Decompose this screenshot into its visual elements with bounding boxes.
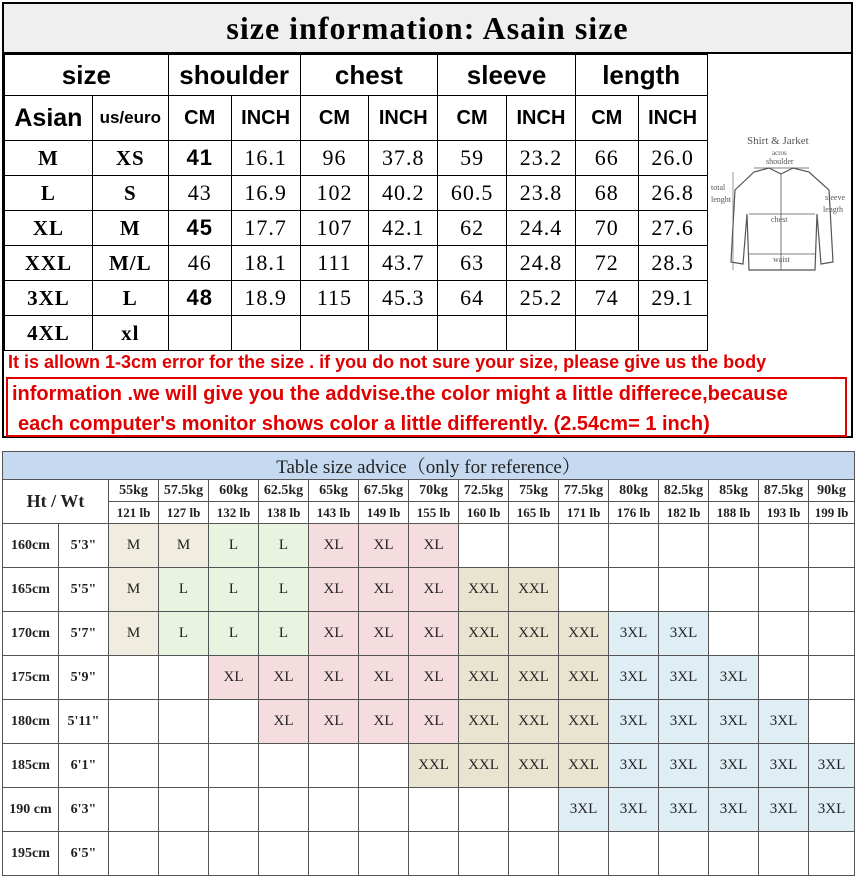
size-cell: 62 — [438, 211, 507, 246]
weight-lb: 149 lb — [359, 502, 409, 524]
size-advice-cell: L — [159, 612, 209, 656]
weight-lb: 165 lb — [509, 502, 559, 524]
size-advice-cell: XXL — [459, 656, 509, 700]
size-advice-cell — [159, 700, 209, 744]
size-advice-cell — [809, 700, 855, 744]
size-advice-cell — [609, 524, 659, 568]
size-cell: 96 — [300, 141, 369, 176]
size-advice-cell: XL — [409, 700, 459, 744]
weight-lb: 127 lb — [159, 502, 209, 524]
unit-header: INCH — [507, 96, 576, 141]
size-advice-cell — [509, 832, 559, 876]
size-advice-cell: XL — [309, 656, 359, 700]
height-cm: 180cm — [3, 700, 59, 744]
size-cell — [300, 316, 369, 351]
height-row — [3, 788, 855, 832]
size-advice-cell — [759, 524, 809, 568]
size-advice-cell — [759, 568, 809, 612]
header-chest: chest — [300, 55, 438, 96]
size-advice-cell — [109, 788, 159, 832]
header-length: length — [575, 55, 707, 96]
diagram-title: Shirt & Jarket — [747, 135, 809, 147]
size-cell: 26.0 — [638, 141, 707, 176]
size-advice-cell — [459, 524, 509, 568]
unit-header: CM — [300, 96, 369, 141]
size-advice-cell: XXL — [509, 744, 559, 788]
page-title: size information: Asain size — [4, 4, 851, 54]
size-cell: 64 — [438, 281, 507, 316]
diagram-label-total: total — [711, 183, 726, 192]
unit-header: CM — [168, 96, 231, 141]
unit-header: CM — [438, 96, 507, 141]
height-row — [3, 568, 855, 612]
size-advice-cell: 3XL — [659, 656, 709, 700]
weight-kg: 55kg — [109, 480, 159, 502]
size-advice-cell: 3XL — [759, 744, 809, 788]
header-size: size — [5, 55, 169, 96]
height-ft: 6'1" — [59, 744, 109, 788]
height-row — [3, 744, 855, 788]
size-advice-cell — [109, 744, 159, 788]
size-advice-cell: XL — [259, 656, 309, 700]
size-advice-cell: XL — [359, 700, 409, 744]
weight-kg: 82.5kg — [659, 480, 709, 502]
size-cell: M/L — [92, 246, 168, 281]
unit-header: INCH — [231, 96, 300, 141]
weight-lb-row — [3, 502, 855, 524]
height-ft: 5'9" — [59, 656, 109, 700]
size-advice-cell — [259, 788, 309, 832]
size-advice-cell — [159, 788, 209, 832]
size-advice-cell — [609, 568, 659, 612]
size-cell: 41 — [168, 141, 231, 176]
size-cell: 23.2 — [507, 141, 576, 176]
height-ft: 5'7" — [59, 612, 109, 656]
size-advice-cell: M — [109, 568, 159, 612]
size-advice-cell: XXL — [559, 700, 609, 744]
size-advice-cell: 3XL — [709, 788, 759, 832]
weight-kg: 70kg — [409, 480, 459, 502]
weight-lb: 193 lb — [759, 502, 809, 524]
weight-lb: 121 lb — [109, 502, 159, 524]
size-advice-cell: XXL — [409, 744, 459, 788]
size-advice-cell: XXL — [459, 744, 509, 788]
height-ft: 5'11" — [59, 700, 109, 744]
size-cell: 17.7 — [231, 211, 300, 246]
size-advice-cell — [559, 832, 609, 876]
size-cell: 24.4 — [507, 211, 576, 246]
height-cm: 170cm — [3, 612, 59, 656]
size-advice-cell: L — [259, 612, 309, 656]
size-cell — [638, 316, 707, 351]
size-advice-cell: XL — [409, 612, 459, 656]
size-cell: L — [92, 281, 168, 316]
size-advice-cell — [359, 832, 409, 876]
height-row — [3, 524, 855, 568]
size-cell: 26.8 — [638, 176, 707, 211]
diagram-label-acros: acros — [772, 149, 787, 157]
unit-header: us/euro — [92, 96, 168, 141]
size-advice-cell: XL — [309, 700, 359, 744]
weight-kg: 72.5kg — [459, 480, 509, 502]
weight-lb: 132 lb — [209, 502, 259, 524]
size-advice-cell — [709, 832, 759, 876]
size-cell: 60.5 — [438, 176, 507, 211]
weight-kg: 80kg — [609, 480, 659, 502]
size-advice-cell: XXL — [509, 568, 559, 612]
note-box — [6, 377, 847, 437]
size-advice-cell — [709, 612, 759, 656]
shirt-diagram — [709, 132, 851, 282]
size-cell — [369, 316, 438, 351]
size-advice-cell: L — [209, 612, 259, 656]
size-advice-cell: XL — [209, 656, 259, 700]
size-cell: 59 — [438, 141, 507, 176]
size-cell: 16.1 — [231, 141, 300, 176]
size-advice-cell — [809, 568, 855, 612]
size-advice-cell: XL — [309, 568, 359, 612]
size-advice-cell: XXL — [559, 656, 609, 700]
size-advice-cell — [659, 832, 709, 876]
size-advice-cell — [759, 612, 809, 656]
size-cell: XS — [92, 141, 168, 176]
size-cell: 27.6 — [638, 211, 707, 246]
weight-lb: 182 lb — [659, 502, 709, 524]
size-cell: M — [5, 141, 93, 176]
weight-kg: 67.5kg — [359, 480, 409, 502]
size-cell: 63 — [438, 246, 507, 281]
size-advice-cell — [759, 832, 809, 876]
size-cell: 115 — [300, 281, 369, 316]
size-cell: 45 — [168, 211, 231, 246]
size-advice-cell: M — [159, 524, 209, 568]
size-cell: L — [5, 176, 93, 211]
size-advice-cell: XXL — [459, 568, 509, 612]
weight-kg: 85kg — [709, 480, 759, 502]
size-advice-cell: L — [259, 524, 309, 568]
size-row — [5, 316, 852, 351]
size-advice-cell — [659, 524, 709, 568]
diagram-label-sleeve: sleeve — [825, 193, 845, 202]
size-advice-cell: 3XL — [609, 612, 659, 656]
weight-lb: 171 lb — [559, 502, 609, 524]
size-cell — [231, 316, 300, 351]
size-advice-cell: XXL — [559, 612, 609, 656]
size-cell: 42.1 — [369, 211, 438, 246]
size-advice-cell — [359, 744, 409, 788]
size-advice-cell: L — [159, 568, 209, 612]
size-advice-cell — [309, 744, 359, 788]
height-row — [3, 700, 855, 744]
diagram-label-length: length — [823, 205, 843, 214]
size-advice-cell — [709, 524, 759, 568]
size-cell: 3XL — [5, 281, 93, 316]
size-advice-cell: M — [109, 524, 159, 568]
size-advice-cell — [459, 788, 509, 832]
size-cell: 4XL — [5, 316, 93, 351]
size-advice-cell: XXL — [559, 744, 609, 788]
size-cell: 66 — [575, 141, 638, 176]
size-cell: 107 — [300, 211, 369, 246]
size-cell: 72 — [575, 246, 638, 281]
size-advice-cell — [509, 788, 559, 832]
size-advice-cell — [309, 788, 359, 832]
weight-kg: 87.5kg — [759, 480, 809, 502]
size-advice-cell: 3XL — [759, 788, 809, 832]
size-cell: S — [92, 176, 168, 211]
size-advice-cell — [159, 656, 209, 700]
size-advice-cell: M — [109, 612, 159, 656]
size-advice-cell: XL — [409, 656, 459, 700]
unit-header: INCH — [369, 96, 438, 141]
weight-lb: 188 lb — [709, 502, 759, 524]
size-advice-cell: 3XL — [609, 744, 659, 788]
size-cell: 48 — [168, 281, 231, 316]
size-cell: XXL — [5, 246, 93, 281]
height-cm: 160cm — [3, 524, 59, 568]
weight-kg: 75kg — [509, 480, 559, 502]
size-advice-cell: XXL — [509, 656, 559, 700]
height-row — [3, 612, 855, 656]
size-advice-cell: L — [209, 524, 259, 568]
size-advice-cell: XL — [309, 524, 359, 568]
weight-kg: 65kg — [309, 480, 359, 502]
size-advice-cell — [209, 744, 259, 788]
size-advice-cell: XL — [359, 568, 409, 612]
size-advice-cell — [259, 744, 309, 788]
size-cell: 43.7 — [369, 246, 438, 281]
size-cell: 18.1 — [231, 246, 300, 281]
size-cell: 102 — [300, 176, 369, 211]
size-advice-cell — [809, 832, 855, 876]
size-cell: 16.9 — [231, 176, 300, 211]
size-advice-cell — [109, 832, 159, 876]
size-advice-cell: 3XL — [659, 700, 709, 744]
diagram-label-waist: waist — [773, 255, 790, 264]
size-advice-cell: XXL — [509, 612, 559, 656]
diagram-label-lenght: lenght — [711, 195, 731, 204]
size-advice-cell: XL — [359, 656, 409, 700]
size-advice-cell — [159, 832, 209, 876]
height-ft: 5'3" — [59, 524, 109, 568]
unit-header: CM — [575, 96, 638, 141]
size-advice-cell: L — [259, 568, 309, 612]
size-advice-cell: 3XL — [609, 788, 659, 832]
size-information-panel — [2, 2, 853, 438]
size-advice-cell — [659, 568, 709, 612]
header-shoulder: shoulder — [168, 55, 300, 96]
diagram-label-chest: chest — [771, 215, 788, 224]
weight-lb: 199 lb — [809, 502, 855, 524]
height-cm: 195cm — [3, 832, 59, 876]
size-advice-cell — [559, 524, 609, 568]
size-advice-cell — [409, 832, 459, 876]
header-sleeve: sleeve — [438, 55, 576, 96]
size-advice-cell: 3XL — [609, 700, 659, 744]
weight-lb: 155 lb — [409, 502, 459, 524]
size-advice-cell — [159, 744, 209, 788]
size-advice-cell — [459, 832, 509, 876]
size-cell — [168, 316, 231, 351]
size-cell — [438, 316, 507, 351]
size-advice-cell — [209, 700, 259, 744]
ht-wt-corner: Ht / Wt — [3, 480, 109, 524]
size-advice-table — [2, 451, 855, 876]
size-advice-cell: L — [209, 568, 259, 612]
size-cell: 70 — [575, 211, 638, 246]
size-advice-cell: 3XL — [709, 656, 759, 700]
size-advice-cell — [359, 788, 409, 832]
advice-title: Table size advice（only for reference） — [3, 452, 855, 480]
size-advice-cell: XXL — [459, 612, 509, 656]
group-header-row — [5, 55, 852, 96]
size-advice-cell — [759, 656, 809, 700]
size-advice-cell: 3XL — [709, 700, 759, 744]
size-advice-cell — [559, 568, 609, 612]
size-advice-cell — [259, 832, 309, 876]
size-advice-cell — [609, 832, 659, 876]
size-cell: 24.8 — [507, 246, 576, 281]
size-advice-cell: 3XL — [659, 612, 709, 656]
size-advice-cell — [809, 612, 855, 656]
size-advice-cell — [809, 524, 855, 568]
size-advice-cell: XXL — [509, 700, 559, 744]
size-cell: 25.2 — [507, 281, 576, 316]
weight-kg: 62.5kg — [259, 480, 309, 502]
size-cell: 40.2 — [369, 176, 438, 211]
size-advice-cell: XL — [309, 612, 359, 656]
size-advice-cell — [809, 656, 855, 700]
size-cell: 45.3 — [369, 281, 438, 316]
weight-kg: 90kg — [809, 480, 855, 502]
height-cm: 185cm — [3, 744, 59, 788]
unit-header: INCH — [638, 96, 707, 141]
weight-kg-row — [3, 480, 855, 502]
size-advice-cell — [309, 832, 359, 876]
height-ft: 5'5" — [59, 568, 109, 612]
size-cell: 68 — [575, 176, 638, 211]
size-cell: 18.9 — [231, 281, 300, 316]
diagram-label-shoulder: shoulder — [766, 157, 794, 166]
weight-lb: 138 lb — [259, 502, 309, 524]
height-ft: 6'3" — [59, 788, 109, 832]
note-line-1: It is allown 1-3cm error for the size . if you do not sure your size, please give us the body — [8, 352, 767, 372]
unit-header: Asian — [5, 96, 93, 141]
size-cell: 23.8 — [507, 176, 576, 211]
size-advice-cell: 3XL — [659, 744, 709, 788]
height-row — [3, 832, 855, 876]
size-advice-cell: 3XL — [659, 788, 709, 832]
size-advice-cell — [409, 788, 459, 832]
size-cell: 43 — [168, 176, 231, 211]
weight-kg: 60kg — [209, 480, 259, 502]
weight-lb: 176 lb — [609, 502, 659, 524]
size-advice-cell — [709, 568, 759, 612]
weight-kg: 57.5kg — [159, 480, 209, 502]
size-cell: xl — [92, 316, 168, 351]
size-cell — [507, 316, 576, 351]
size-advice-cell: XL — [359, 524, 409, 568]
height-cm: 165cm — [3, 568, 59, 612]
size-advice-cell: 3XL — [809, 744, 855, 788]
size-advice-cell — [109, 656, 159, 700]
weight-lb: 160 lb — [459, 502, 509, 524]
size-advice-cell — [509, 524, 559, 568]
size-cell — [575, 316, 638, 351]
size-advice-cell: XL — [259, 700, 309, 744]
height-row — [3, 656, 855, 700]
size-advice-cell: 3XL — [559, 788, 609, 832]
note-line-3: each computer's monitor shows color a little differently. (2.54cm= 1 inch) — [18, 413, 710, 435]
size-cell: XL — [5, 211, 93, 246]
size-cell: 74 — [575, 281, 638, 316]
weight-kg: 77.5kg — [559, 480, 609, 502]
size-advice-cell: 3XL — [809, 788, 855, 832]
size-cell: 28.3 — [638, 246, 707, 281]
size-advice-cell: XL — [359, 612, 409, 656]
size-advice-cell — [209, 788, 259, 832]
size-advice-cell — [109, 700, 159, 744]
size-cell: 37.8 — [369, 141, 438, 176]
size-cell: 29.1 — [638, 281, 707, 316]
height-cm: 175cm — [3, 656, 59, 700]
size-cell: 111 — [300, 246, 369, 281]
size-advice-cell: 3XL — [709, 744, 759, 788]
size-advice-cell: 3XL — [759, 700, 809, 744]
size-advice-cell: XXL — [459, 700, 509, 744]
size-row — [5, 281, 852, 316]
size-advice-cell: XL — [409, 568, 459, 612]
weight-lb: 143 lb — [309, 502, 359, 524]
height-cm: 190 cm — [3, 788, 59, 832]
height-ft: 6'5" — [59, 832, 109, 876]
size-cell: 46 — [168, 246, 231, 281]
note-line-2: information .we will give you the addvise.the color might a little differece,because — [12, 383, 788, 405]
size-cell: M — [92, 211, 168, 246]
size-advice-cell: XL — [409, 524, 459, 568]
size-advice-cell — [209, 832, 259, 876]
size-advice-cell: 3XL — [609, 656, 659, 700]
